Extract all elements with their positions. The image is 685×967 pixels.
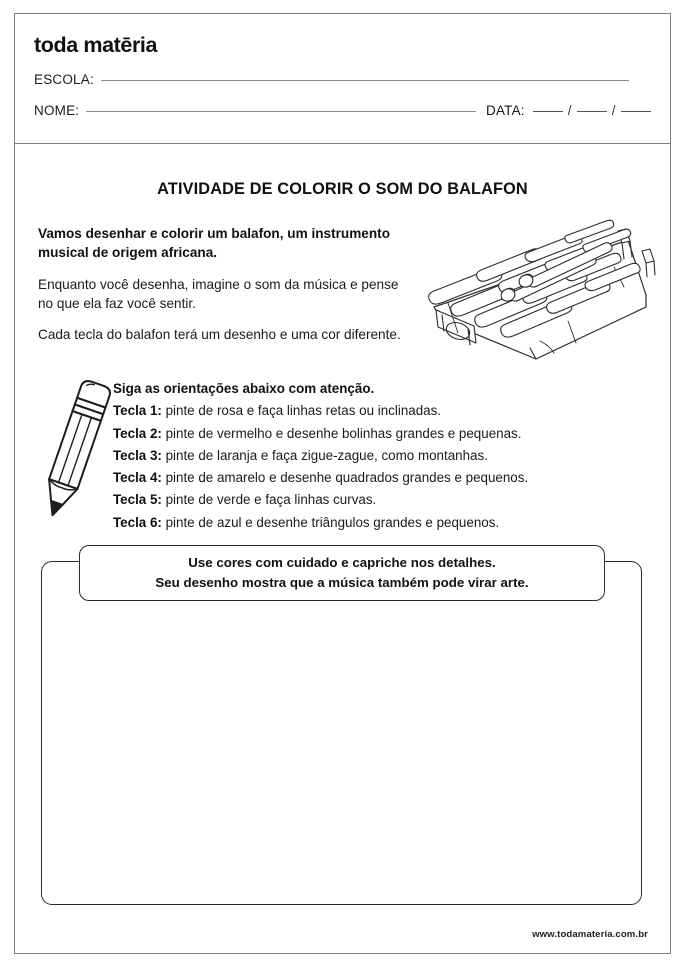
escola-write-line[interactable] bbox=[101, 80, 629, 81]
page-title: ATIVIDADE DE COLORIR O SOM DO BALAFON bbox=[157, 180, 528, 198]
instructions-block bbox=[113, 378, 613, 534]
nome-label: NOME: bbox=[34, 103, 80, 118]
date-separator-2: / bbox=[611, 103, 616, 118]
intro-text-block bbox=[38, 224, 413, 356]
footer-url: www.todamateria.com.br bbox=[532, 929, 648, 940]
pencil-illustration bbox=[32, 378, 118, 523]
field-nome bbox=[34, 103, 476, 118]
balafon-illustration bbox=[418, 203, 658, 363]
intro-paragraph-2: Enquanto você desenha, imagine o som da música e pense no que ela faz você sentir. bbox=[38, 276, 399, 311]
instruction-item-6: Tecla 6: pinte de azul e desenhe triângulos grandes e pequenos. bbox=[113, 514, 500, 530]
intro-lead: Vamos desenhar e colorir um balafon, um instrumento musical de origem africana. bbox=[38, 226, 391, 261]
date-month-blank[interactable] bbox=[577, 111, 607, 112]
instruction-item-3: Tecla 3: pinte de laranja e faça zigue-zague, como montanhas. bbox=[113, 447, 488, 463]
callout-line-1: Use cores com cuidado e capriche nos detalhes. bbox=[188, 555, 496, 571]
field-data bbox=[486, 103, 651, 118]
escola-label: ESCOLA: bbox=[34, 72, 94, 87]
instructions-heading: Siga as orientações abaixo com atenção. bbox=[113, 381, 375, 396]
data-label: DATA: bbox=[486, 103, 525, 118]
instruction-item-1: Tecla 1: pinte de rosa e faça linhas retas ou inclinadas. bbox=[113, 403, 442, 419]
instruction-item-4: Tecla 4: pinte de amarelo e desenhe quadrados grandes e pequenos. bbox=[113, 470, 529, 485]
brand-logo: toda matēria bbox=[34, 33, 158, 57]
date-day-blank[interactable] bbox=[533, 111, 563, 112]
instruction-item-2: Tecla 2: pinte de vermelho e desenhe bolinhas grandes e pequenas. bbox=[113, 425, 522, 441]
date-separator-1: / bbox=[567, 103, 572, 118]
callout-box bbox=[79, 545, 605, 601]
intro-paragraph-3: Cada tecla do balafon terá um desenho e uma cor diferente. bbox=[38, 327, 401, 343]
callout-line-2: Seu desenho mostra que a música também pode virar arte. bbox=[155, 575, 529, 590]
header-divider bbox=[14, 143, 671, 144]
drawing-area[interactable] bbox=[41, 561, 642, 905]
nome-write-line[interactable] bbox=[86, 111, 476, 112]
instruction-item-5: Tecla 5: pinte de verde e faça linhas curvas. bbox=[113, 492, 377, 508]
date-year-blank[interactable] bbox=[621, 111, 651, 112]
field-escola bbox=[34, 72, 629, 87]
